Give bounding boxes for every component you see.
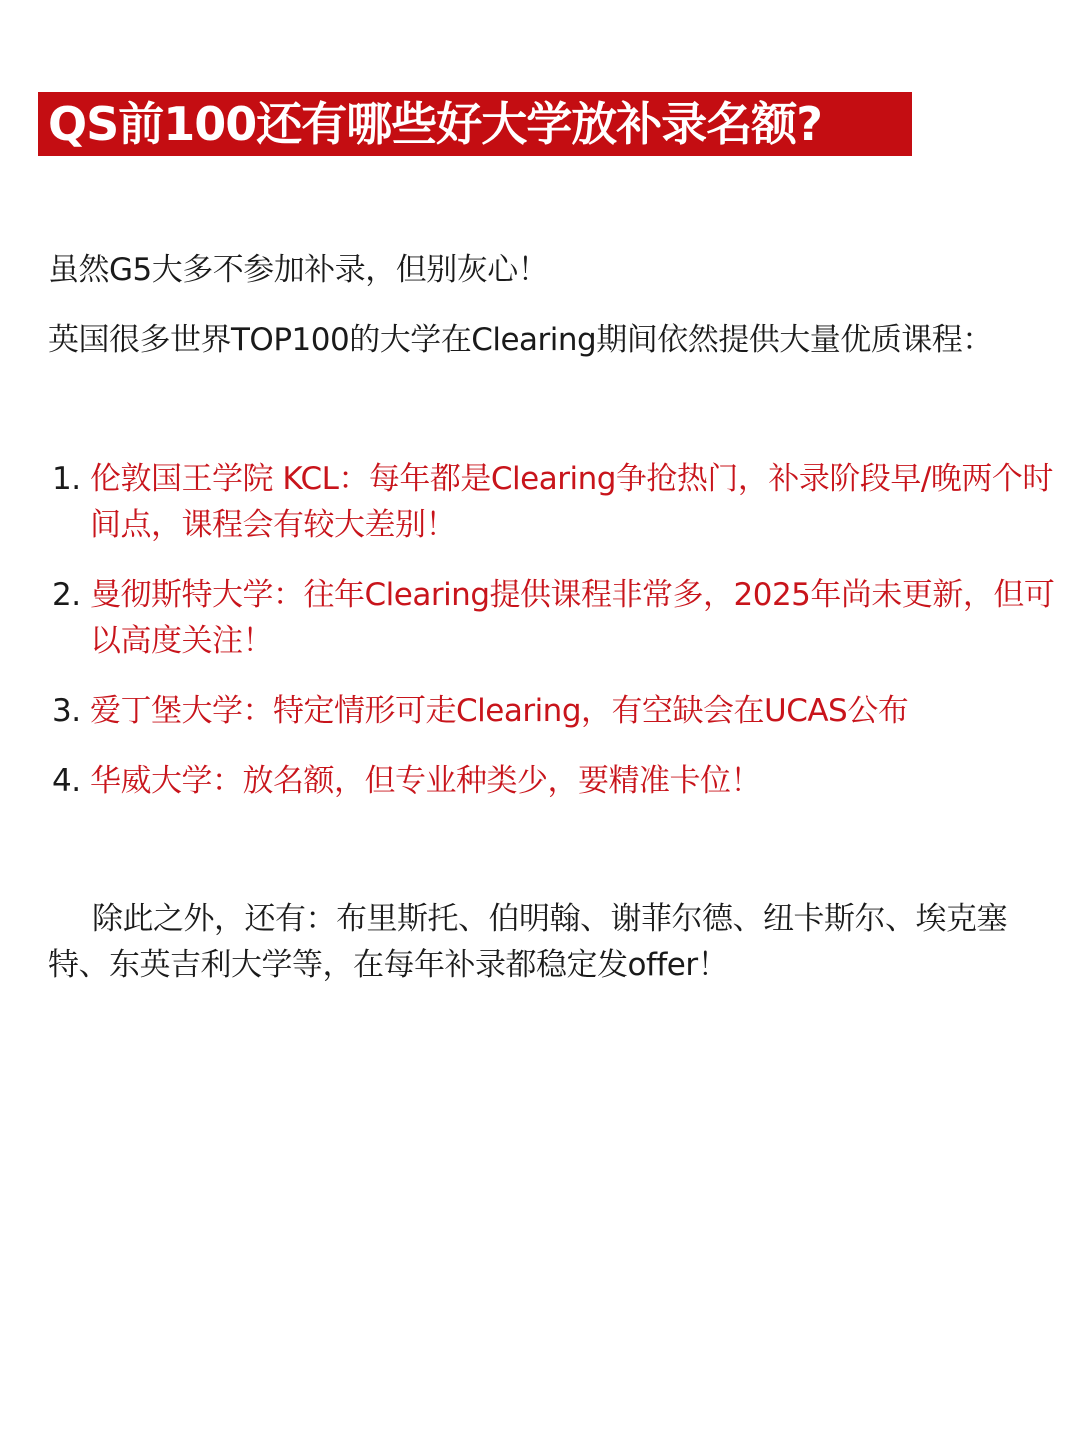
- list-item: [52, 758, 1062, 804]
- list-item: [52, 572, 1062, 664]
- list-item-text: 伦敦国王学院 KCL：每年都是Clearing争抢热门，补录阶段早/晚两个时间点，课程会有较大差别！: [90, 461, 1053, 543]
- intro-section: [48, 250, 1058, 360]
- intro-line-1: 虽然G5大多不参加补录，但别灰心！: [48, 252, 549, 288]
- list-item: [52, 688, 1062, 734]
- intro-line-2: 英国很多世界TOP100的大学在Clearing期间依然提供大量优质课程：: [48, 322, 993, 358]
- list-item-text: 爱丁堡大学：特定情形可走Clearing，有空缺会在UCAS公布: [90, 693, 909, 729]
- list-item: [52, 456, 1062, 548]
- page-title: QS前100还有哪些好大学放补录名额?: [48, 97, 822, 151]
- title-banner: [38, 92, 912, 156]
- list-item-number: 2.: [52, 577, 81, 613]
- list-item-number: 3.: [52, 693, 81, 729]
- list-item-number: 4.: [52, 763, 81, 799]
- list-item-text: 华威大学：放名额，但专业种类少，要精准卡位！: [90, 763, 761, 799]
- list-item-number: 1.: [52, 461, 81, 497]
- university-list: [52, 456, 1062, 828]
- closing-paragraph: 除此之外，还有：布里斯托、伯明翰、谢菲尔德、纽卡斯尔、埃克塞特、东英吉利大学等，在每年补录都稳定发offer！: [48, 901, 1007, 983]
- list-item-text: 曼彻斯特大学：往年Clearing提供课程非常多，2025年尚未更新，但可以高度关注！: [90, 577, 1055, 659]
